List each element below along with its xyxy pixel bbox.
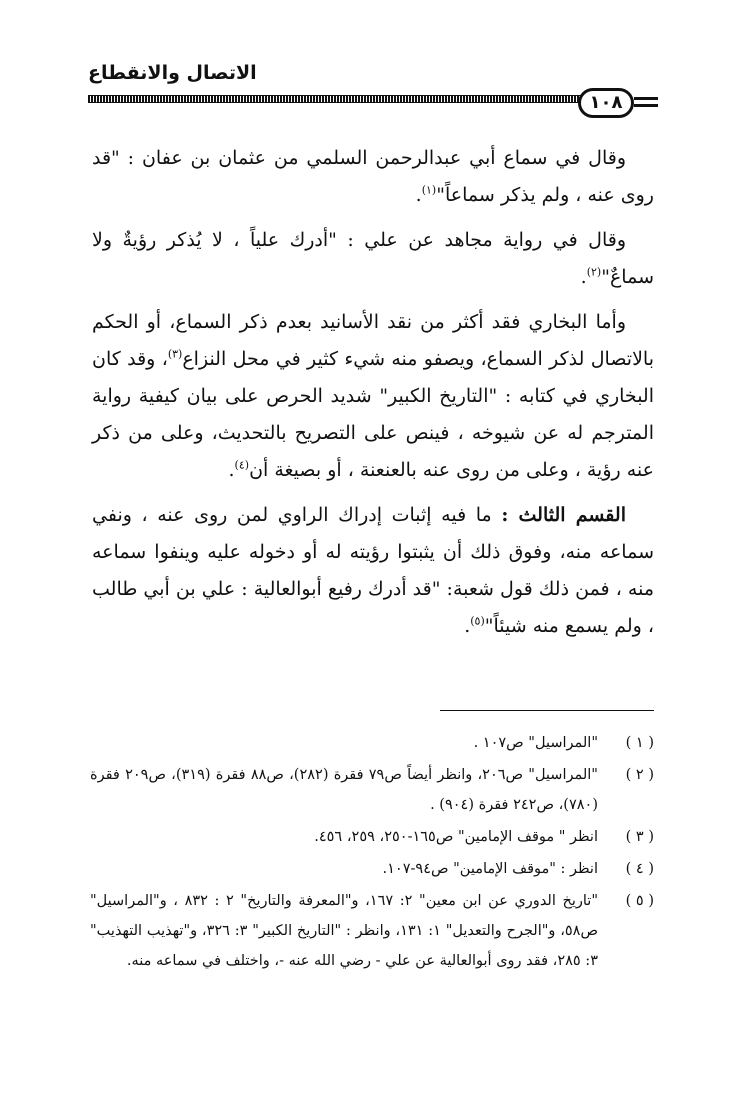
paragraph [92,497,654,645]
footnote [90,728,654,758]
footnote-text: "تاريخ الدوري عن ابن معين" ٢: ١٦٧، و"المعرفة والتاريخ" ٢ : ٨٣٢ ، و"المراسيل" ص٥٨، و"الجرح والتعديل" ١: ١٣١، وانظر : "التاريخ الكبير" ٣: ٣٢٦، و"تهذيب التهذيب" ٣: ٢٨٥، فقد روى أبوالعالية عن علي - رضي الله عنه -، واختلف في سماعه منه. [90,893,598,969]
paragraph [92,304,654,489]
paragraph-tail: . [464,615,471,637]
footnote-ref[interactable]: (٤) [234,458,250,472]
footnote-separator [440,710,654,711]
header-rule-end [634,97,658,100]
paragraph-text: وقال في سماع أبي عبدالرحمن السلمي من عثمان بن عفان : "قد روى عنه ، ولم يذكر سماعاً" [92,147,654,206]
footnote-ref[interactable]: (١) [421,183,437,197]
paragraph [92,140,654,214]
footnote-number: ( ١ ) [625,735,654,751]
footnote-ref[interactable]: (٥) [470,614,485,628]
paragraph [92,222,654,296]
footnote-text: انظر : "موقف الإمامين" ص٩٤-١٠٧. [382,861,598,877]
footnote-number: ( ٢ ) [625,767,654,783]
footnote [90,760,654,820]
header-rule-end [634,104,658,107]
paragraph-tail: . [228,459,235,481]
page-number: ١٠٨ [578,88,634,118]
footnote-ref[interactable]: (٣) [167,347,183,361]
footnote [90,854,654,884]
main-text [92,140,654,653]
footnote-text: "المراسيل" ص١٠٧ . [473,735,598,751]
footnote [90,822,654,852]
header-rule [88,95,593,103]
footnote-text: انظر " موقف الإمامين" ص١٦٥-٢٥٠، ٢٥٩، ٤٥٦. [314,829,598,845]
footnote-number: ( ٣ ) [625,829,654,845]
footnote-number: ( ٤ ) [625,861,654,877]
running-title: الاتصال والانقطاع [88,62,257,84]
footnote [90,886,654,976]
paragraph-text: وأما البخاري فقد أكثر من نقد الأسانيد بعدم ذكر السماع، أو الحكم بالاتصال لذكر السماع، ويصفو منه شيء كثير في محل النزاع [92,311,654,370]
footnote-ref[interactable]: (٢) [586,265,602,279]
paragraph-text: وقال في رواية مجاهد عن علي : "أدرك علياً ، لا يُذكر رؤيةٌ ولا سماعٌ" [92,229,654,288]
section-lead: القسم الثالث : [501,504,626,526]
footnotes [90,728,654,978]
paragraph-tail: . [580,266,587,288]
footnote-number: ( ٥ ) [625,893,654,909]
paragraph-tail: . [415,184,422,206]
paragraph-text: ما فيه إثبات إدراك الراوي لمن روى عنه ، ونفي سماعه منه، وفوق ذلك أن يثبتوا رؤيته له أو دخوله عليه وينفوا سماعه منه ، فمن ذلك قول شعبة: "قد أدرك رفيع أبوالعالية : علي بن أبي طالب ، ولم يسمع منه شيئاً" [92,504,654,637]
paragraph-tail: ، وقد كان البخاري في كتابه : "التاريخ الكبير" شديد الحرص على بيان كيفية رواية المترجم له عن شيوخه ، فينص على التصريح بالتحديث، وعلى من ذكر عنه رؤية ، وعلى من روى عنه بالعنعنة ، أو بصيغة أن [92,348,654,481]
footnote-text: "المراسيل" ص٢٠٦، وانظر أيضاً ص٧٩ فقرة (٢٨٢)، ص٨٨ فقرة (٣١٩)، ص٢٠٩ فقرة (٧٨٠)، ص٢٤٢ فقرة (٩٠٤) . [90,767,598,813]
